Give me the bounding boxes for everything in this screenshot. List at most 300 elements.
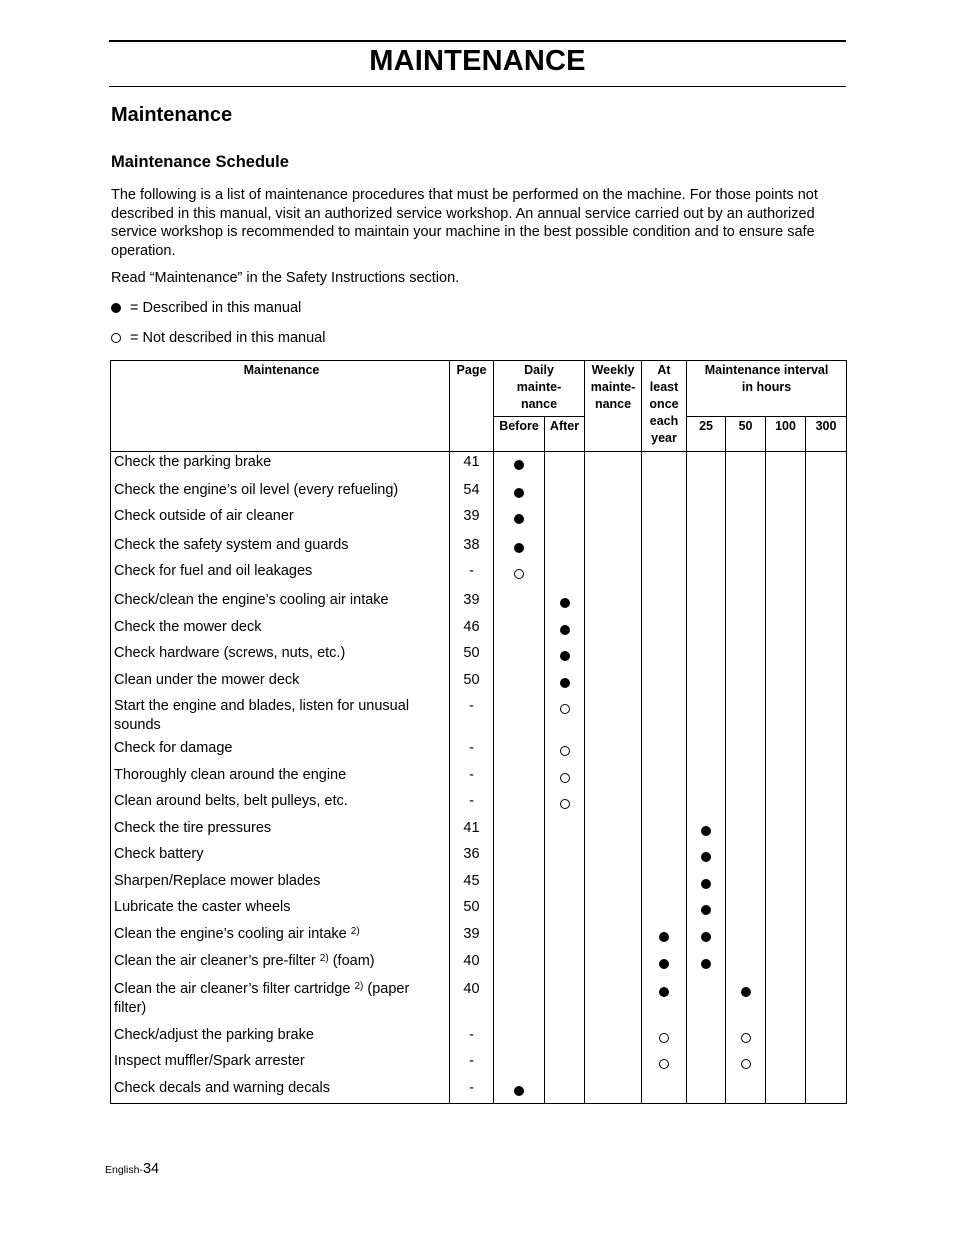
cell-weekly <box>585 590 642 617</box>
cell-h100 <box>766 924 806 951</box>
cell-before <box>494 696 545 738</box>
row-page-ref: - <box>450 1025 494 1051</box>
table-row <box>111 897 847 924</box>
cell-h50 <box>726 506 766 535</box>
cell-yearly <box>642 670 687 696</box>
cell-h25 <box>687 979 726 1025</box>
header-interval-line2: in hours <box>741 380 792 394</box>
cell-before <box>494 871 545 897</box>
cell-h300 <box>806 561 847 590</box>
cell-h300 <box>806 506 847 535</box>
cell-yearly <box>642 480 687 506</box>
cell-h50 <box>726 844 766 871</box>
cell-yearly <box>642 590 687 617</box>
cell-h50 <box>726 1078 766 1104</box>
cell-weekly <box>585 696 642 738</box>
cell-after <box>545 1051 585 1078</box>
row-task-name <box>111 897 450 924</box>
table-row <box>111 643 847 670</box>
cell-weekly <box>585 897 642 924</box>
cell-yearly <box>642 506 687 535</box>
cell-h25 <box>687 1051 726 1078</box>
cell-h50 <box>726 897 766 924</box>
row-task-name <box>111 617 450 643</box>
footnote-marker: 2) <box>319 952 329 964</box>
cell-weekly <box>585 452 642 480</box>
task-label: Clean the air cleaner’s pre-filter <box>114 952 316 969</box>
filled-circle-icon <box>514 488 524 498</box>
legend-described <box>111 300 301 316</box>
cell-before <box>494 924 545 951</box>
header-daily-line1: Daily <box>524 363 554 377</box>
row-task-name <box>111 844 450 871</box>
table-row <box>111 979 847 1025</box>
cell-h50 <box>726 791 766 818</box>
cell-h100 <box>766 897 806 924</box>
row-task-name <box>111 979 450 1025</box>
task-label-suffix: (foam) <box>328 952 375 969</box>
filled-circle-icon <box>659 932 669 942</box>
task-label: Check for damage <box>114 739 233 756</box>
header-top-rule <box>109 40 846 42</box>
cell-h300 <box>806 696 847 738</box>
cell-h100 <box>766 1025 806 1051</box>
cell-h50 <box>726 452 766 480</box>
row-page-ref: 40 <box>450 979 494 1025</box>
row-task-name <box>111 696 450 738</box>
cell-h25 <box>687 871 726 897</box>
cell-h50 <box>726 765 766 791</box>
cell-yearly <box>642 791 687 818</box>
table-row <box>111 1078 847 1104</box>
cell-before <box>494 643 545 670</box>
task-label: Clean around belts, belt pulleys, etc. <box>114 792 348 809</box>
filled-circle-icon <box>111 303 121 313</box>
cell-yearly <box>642 765 687 791</box>
cell-before <box>494 738 545 765</box>
cell-before <box>494 590 545 617</box>
intro-paragraph: The following is a list of maintenance procedures that must be performed on the machine. For those points not described in this manual, visit an authorized service workshop. An annual service carried out by an authorized service workshop is recommended to maintain your machine in the best possible condition and to ensure safe operation. <box>111 187 818 259</box>
cell-weekly <box>585 480 642 506</box>
filled-circle-icon <box>659 987 669 997</box>
cell-h300 <box>806 590 847 617</box>
header-100-hours: 100 <box>766 417 806 452</box>
cell-before <box>494 791 545 818</box>
cell-h100 <box>766 480 806 506</box>
row-task-name <box>111 951 450 979</box>
cell-h25 <box>687 844 726 871</box>
header-daily <box>494 361 585 417</box>
open-circle-icon <box>659 1059 669 1069</box>
cell-before <box>494 897 545 924</box>
cell-yearly <box>642 561 687 590</box>
filled-circle-icon <box>514 460 524 470</box>
table-row <box>111 1051 847 1078</box>
task-label: Check/adjust the parking brake <box>114 1026 314 1043</box>
cell-h50 <box>726 535 766 561</box>
cell-weekly <box>585 506 642 535</box>
cell-h50 <box>726 696 766 738</box>
task-label: Clean under the mower deck <box>114 671 300 688</box>
task-label-suffix: (paper filter) <box>114 980 410 1016</box>
cell-yearly <box>642 844 687 871</box>
header-weekly <box>585 361 642 452</box>
cell-after <box>545 506 585 535</box>
footer-page-number: 34 <box>142 1161 160 1177</box>
filled-circle-icon <box>560 678 570 688</box>
cell-after <box>545 452 585 480</box>
cell-h25 <box>687 535 726 561</box>
cell-h100 <box>766 871 806 897</box>
cell-after <box>545 696 585 738</box>
open-circle-icon <box>560 773 570 783</box>
cell-before <box>494 1078 545 1104</box>
task-label: Check the engine’s oil level (every refueling) <box>114 481 399 498</box>
cell-weekly <box>585 670 642 696</box>
cell-h100 <box>766 535 806 561</box>
cell-yearly <box>642 617 687 643</box>
header-atleast-line2: least <box>649 380 679 394</box>
table-row <box>111 617 847 643</box>
table-row <box>111 452 847 480</box>
cell-h100 <box>766 844 806 871</box>
cell-after <box>545 1078 585 1104</box>
cell-h100 <box>766 643 806 670</box>
cell-h300 <box>806 670 847 696</box>
cell-weekly <box>585 617 642 643</box>
cell-h300 <box>806 979 847 1025</box>
cell-after <box>545 738 585 765</box>
cell-h50 <box>726 924 766 951</box>
cell-h100 <box>766 818 806 844</box>
cell-before <box>494 617 545 643</box>
page-title: MAINTENANCE <box>369 45 586 77</box>
cell-after <box>545 617 585 643</box>
cell-before <box>494 844 545 871</box>
cell-h300 <box>806 871 847 897</box>
task-label: Check the parking brake <box>114 454 272 470</box>
cell-h50 <box>726 561 766 590</box>
cell-before <box>494 480 545 506</box>
row-page-ref: 41 <box>450 818 494 844</box>
cell-weekly <box>585 979 642 1025</box>
footer-language: English- <box>105 1164 143 1176</box>
cell-yearly <box>642 643 687 670</box>
header-interval-line1: Maintenance interval <box>704 363 829 377</box>
cell-h100 <box>766 1051 806 1078</box>
cell-h300 <box>806 480 847 506</box>
row-page-ref: 39 <box>450 924 494 951</box>
cell-yearly <box>642 924 687 951</box>
cell-h100 <box>766 738 806 765</box>
cell-h25 <box>687 590 726 617</box>
cell-before <box>494 979 545 1025</box>
cell-yearly <box>642 818 687 844</box>
cell-h300 <box>806 617 847 643</box>
table-row <box>111 871 847 897</box>
cell-before <box>494 951 545 979</box>
header-300-hours: 300 <box>806 417 847 452</box>
cell-h50 <box>726 617 766 643</box>
cell-h300 <box>806 1078 847 1104</box>
filled-circle-icon <box>514 1086 524 1096</box>
cell-yearly <box>642 1078 687 1104</box>
cell-before <box>494 452 545 480</box>
row-task-name <box>111 1025 450 1051</box>
cell-h100 <box>766 791 806 818</box>
open-circle-icon <box>560 746 570 756</box>
cell-h100 <box>766 670 806 696</box>
task-label: Check the mower deck <box>114 618 262 635</box>
row-task-name <box>111 1051 450 1078</box>
row-page-ref: - <box>450 696 494 738</box>
task-label: Check hardware (screws, nuts, etc.) <box>114 644 346 661</box>
cell-after <box>545 765 585 791</box>
footnote-marker: 2) <box>350 925 360 937</box>
row-task-name <box>111 1078 450 1104</box>
cell-h300 <box>806 535 847 561</box>
table-row <box>111 590 847 617</box>
table-row <box>111 924 847 951</box>
cell-yearly <box>642 1051 687 1078</box>
header-page: Page <box>450 361 494 452</box>
cell-weekly <box>585 1078 642 1104</box>
cell-after <box>545 871 585 897</box>
cell-h100 <box>766 561 806 590</box>
open-circle-icon <box>560 704 570 714</box>
cell-after <box>545 1025 585 1051</box>
table-row <box>111 1025 847 1051</box>
filled-circle-icon <box>701 932 711 942</box>
cell-h25 <box>687 1078 726 1104</box>
footnote-marker: 2) <box>354 980 364 992</box>
cell-h25 <box>687 738 726 765</box>
cell-h300 <box>806 738 847 765</box>
row-page-ref: - <box>450 738 494 765</box>
header-maintenance-interval <box>687 361 847 417</box>
cell-weekly <box>585 871 642 897</box>
cell-after <box>545 951 585 979</box>
cell-h100 <box>766 617 806 643</box>
cell-yearly <box>642 738 687 765</box>
header-bottom-rule <box>109 86 846 87</box>
cell-h50 <box>726 818 766 844</box>
cell-h300 <box>806 1025 847 1051</box>
cell-weekly <box>585 765 642 791</box>
task-label: Check for fuel and oil leakages <box>114 562 313 579</box>
header-before: Before <box>494 417 545 452</box>
row-page-ref: 45 <box>450 871 494 897</box>
header-atleast-line4: each <box>649 414 679 428</box>
table-row <box>111 480 847 506</box>
cell-after <box>545 561 585 590</box>
cell-h50 <box>726 1051 766 1078</box>
cell-yearly <box>642 452 687 480</box>
row-task-name <box>111 480 450 506</box>
cell-h100 <box>766 506 806 535</box>
table-row <box>111 561 847 590</box>
header-weekly-line1: Weekly <box>591 363 635 377</box>
cell-after <box>545 897 585 924</box>
cell-h25 <box>687 561 726 590</box>
cell-after <box>545 590 585 617</box>
row-page-ref: 50 <box>450 897 494 924</box>
task-label: Check battery <box>114 845 204 862</box>
row-task-name <box>111 506 450 535</box>
cell-yearly <box>642 696 687 738</box>
cell-after <box>545 818 585 844</box>
task-label: Inspect muffler/Spark arrester <box>114 1052 305 1069</box>
subsection-title: Maintenance Schedule <box>111 153 289 171</box>
cell-h300 <box>806 844 847 871</box>
filled-circle-icon <box>514 543 524 553</box>
row-page-ref: - <box>450 1051 494 1078</box>
cell-h25 <box>687 765 726 791</box>
cell-after <box>545 480 585 506</box>
row-page-ref: 40 <box>450 951 494 979</box>
cell-before <box>494 506 545 535</box>
cell-weekly <box>585 924 642 951</box>
cell-h300 <box>806 924 847 951</box>
cell-h100 <box>766 452 806 480</box>
row-page-ref: - <box>450 1078 494 1104</box>
filled-circle-icon <box>659 959 669 969</box>
row-task-name <box>111 738 450 765</box>
row-page-ref: - <box>450 791 494 818</box>
cell-weekly <box>585 818 642 844</box>
legend-not-described-label: = Not described in this manual <box>130 330 326 346</box>
filled-circle-icon <box>701 826 711 836</box>
open-circle-icon <box>741 1033 751 1043</box>
header-weekly-line3: nance <box>594 397 632 411</box>
cell-weekly <box>585 844 642 871</box>
cell-h25 <box>687 617 726 643</box>
task-label: Thoroughly clean around the engine <box>114 766 347 783</box>
cell-yearly <box>642 871 687 897</box>
cell-before <box>494 1025 545 1051</box>
row-page-ref: 41 <box>450 452 494 480</box>
row-page-ref: - <box>450 765 494 791</box>
cell-h50 <box>726 643 766 670</box>
row-page-ref: 50 <box>450 670 494 696</box>
cell-h50 <box>726 979 766 1025</box>
open-circle-icon <box>514 569 524 579</box>
row-task-name <box>111 818 450 844</box>
table-row <box>111 951 847 979</box>
cell-weekly <box>585 791 642 818</box>
cell-h25 <box>687 897 726 924</box>
cell-weekly <box>585 1025 642 1051</box>
filled-circle-icon <box>514 514 524 524</box>
header-atleast-line5: year <box>651 431 677 445</box>
task-label: Check/clean the engine’s cooling air intake <box>114 591 389 608</box>
cell-before <box>494 561 545 590</box>
cell-weekly <box>585 561 642 590</box>
table-row <box>111 765 847 791</box>
cell-h25 <box>687 670 726 696</box>
cell-h25 <box>687 951 726 979</box>
header-weekly-line2: mainte- <box>590 380 636 394</box>
cell-h100 <box>766 979 806 1025</box>
filled-circle-icon <box>741 987 751 997</box>
row-page-ref: 39 <box>450 506 494 535</box>
cell-h300 <box>806 791 847 818</box>
task-label: Check the tire pressures <box>114 819 272 836</box>
cell-weekly <box>585 738 642 765</box>
cell-after <box>545 670 585 696</box>
cell-h25 <box>687 924 726 951</box>
row-page-ref: 50 <box>450 643 494 670</box>
cell-h25 <box>687 818 726 844</box>
task-label: Sharpen/Replace mower blades <box>114 872 321 889</box>
header-after: After <box>545 417 585 452</box>
open-circle-icon <box>560 799 570 809</box>
cell-h300 <box>806 765 847 791</box>
row-task-name <box>111 590 450 617</box>
cell-h50 <box>726 1025 766 1051</box>
row-task-name <box>111 452 450 480</box>
row-page-ref: 38 <box>450 535 494 561</box>
header-daily-line2: mainte- <box>516 380 562 394</box>
cell-h25 <box>687 791 726 818</box>
table-row <box>111 844 847 871</box>
filled-circle-icon <box>560 625 570 635</box>
cell-h50 <box>726 871 766 897</box>
cell-h25 <box>687 480 726 506</box>
cell-yearly <box>642 979 687 1025</box>
cell-yearly <box>642 535 687 561</box>
cell-h50 <box>726 670 766 696</box>
open-circle-icon <box>111 333 121 343</box>
row-task-name <box>111 791 450 818</box>
cell-h300 <box>806 1051 847 1078</box>
page-footer <box>105 1161 159 1177</box>
cell-h100 <box>766 1078 806 1104</box>
header-maintenance: Maintenance <box>111 361 450 452</box>
table-row <box>111 506 847 535</box>
task-label: Lubricate the caster wheels <box>114 898 291 915</box>
cell-h300 <box>806 452 847 480</box>
cell-h25 <box>687 1025 726 1051</box>
cell-weekly <box>585 643 642 670</box>
cell-h100 <box>766 590 806 617</box>
legend-not-described <box>111 330 325 346</box>
cell-h300 <box>806 897 847 924</box>
header-atleast-line1: At <box>657 363 671 377</box>
cell-h50 <box>726 951 766 979</box>
cell-weekly <box>585 1051 642 1078</box>
row-page-ref: 54 <box>450 480 494 506</box>
cell-after <box>545 924 585 951</box>
open-circle-icon <box>741 1059 751 1069</box>
row-page-ref: 39 <box>450 590 494 617</box>
filled-circle-icon <box>560 651 570 661</box>
cell-after <box>545 643 585 670</box>
cell-before <box>494 1051 545 1078</box>
cell-h300 <box>806 643 847 670</box>
cell-yearly <box>642 897 687 924</box>
cell-h300 <box>806 818 847 844</box>
filled-circle-icon <box>701 852 711 862</box>
header-daily-line3: nance <box>520 397 558 411</box>
cell-before <box>494 670 545 696</box>
safety-reference-note: Read “Maintenance” in the Safety Instructions section. <box>111 270 460 286</box>
filled-circle-icon <box>701 879 711 889</box>
task-label: Clean the air cleaner’s filter cartridge <box>114 980 351 997</box>
task-label: Check decals and warning decals <box>114 1079 331 1096</box>
header-25-hours: 25 <box>687 417 726 452</box>
cell-yearly <box>642 951 687 979</box>
